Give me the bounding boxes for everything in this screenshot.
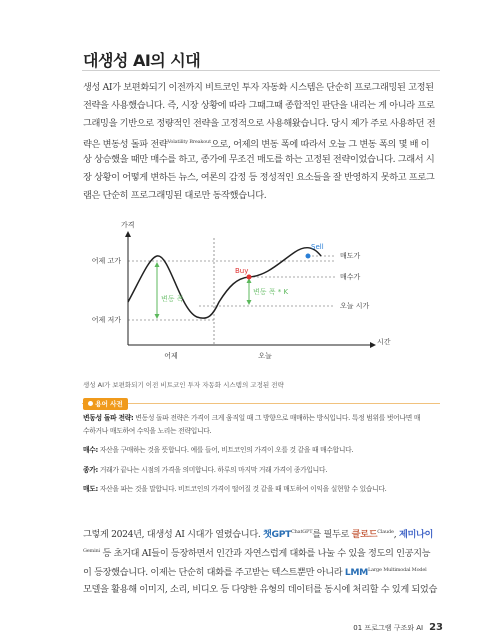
label-buy-price: 매수가 xyxy=(340,273,361,281)
x-axis-label: 시간 xyxy=(377,338,391,346)
x-tick-yesterday: 어제 xyxy=(164,352,178,360)
glossary-entry xyxy=(83,412,443,425)
body-paragraph xyxy=(83,523,443,599)
yesterday-range-label: 변동 폭 xyxy=(161,295,184,303)
term-gloss: Large Multimodal Model xyxy=(367,567,427,573)
text-line: 모델을 활용해 이미지, 소리, 비디오 등 다양한 유형의 데이터를 동시에 처리할 수 있게 되었습 xyxy=(83,584,437,595)
glossary-divider xyxy=(82,403,440,404)
glossary-def: 거래가 끝나는 시점의 가격을 의미합니다. 하루의 마지막 거래 가격이 종가입니다. xyxy=(99,465,328,474)
term-gloss: Claude xyxy=(377,529,394,535)
section-title: 대생성 AI의 시대 xyxy=(83,51,201,70)
text-line xyxy=(83,561,443,580)
strategy-chart xyxy=(85,220,410,365)
text-span: 으로, 어제의 변동 폭에 따라서 오늘 그 변동 폭의 몇 배 이 xyxy=(210,139,430,150)
intro-paragraph xyxy=(83,79,443,205)
text-line: 전략을 사용했습니다. 즉, 시장 상황에 따라 그때그때 종합적인 판단을 내리는 게 아니라 프로 xyxy=(83,100,435,111)
text-line xyxy=(83,523,443,542)
term-gloss: ChatGPT xyxy=(291,529,313,535)
term-lmm: LMM xyxy=(344,567,368,578)
glossary-def: 변동성 돌파 전략은 가격이 크게 움직일 때 그 방향으로 매매하는 방식입니다. 특정 범위를 벗어나면 매 xyxy=(135,414,421,422)
glossary-def: 자산을 구매하는 것을 뜻합니다. 예를 들어, 비트코인의 가격이 오를 것 같을 때 매수합니다. xyxy=(99,446,354,454)
glossary-entry-cont: 수하거나 매도하여 수익을 노리는 전략입니다. xyxy=(83,426,212,435)
text-line: 램은 단순히 프로그래밍된 대로만 동작했습니다. xyxy=(83,190,267,201)
bulb-icon xyxy=(88,401,93,406)
brand-gemini: 제미나이 xyxy=(398,529,434,540)
text-line: 그래밍을 기반으로 정량적인 전략을 고정적으로 사용해왔습니다. 당시 제가 주로 사용하던 전 xyxy=(83,118,436,129)
text-span: , xyxy=(393,529,397,540)
text-line: 장 상황이 어떻게 변하든 뉴스, 여론의 감정 등 정성적인 요소들을 잘 반영하지 못하고 프로그 xyxy=(83,172,435,183)
text-span: 그렇게 2024년, 대생성 AI 시대가 열렸습니다. xyxy=(83,529,261,540)
text-line: 상 상승했을 때만 매수를 하고, 종가에 무조건 매도를 하는 고정된 전략이었습니다. 그래서 시 xyxy=(83,154,435,165)
term-gloss: Gemini xyxy=(83,548,100,554)
today-range-label: 변동 폭 * K xyxy=(253,288,289,296)
glossary-term: 종가: xyxy=(83,465,98,474)
glossary-term: 매수: xyxy=(83,446,98,454)
glossary-entry xyxy=(83,464,443,477)
title-divider xyxy=(82,70,440,71)
sell-point xyxy=(306,254,311,259)
tick-label-high: 어제 고가 xyxy=(91,257,121,265)
text-span: 를 필두로 xyxy=(312,529,350,540)
y-axis-label: 가격 xyxy=(121,221,135,229)
text-line xyxy=(83,542,443,561)
glossary-term: 매도: xyxy=(83,485,98,493)
glossary-def: 자산을 파는 것을 말합니다. 비트코인의 가격이 떨어질 것 같을 때 매도하여 이익을 실현할 수 있습니다. xyxy=(99,485,387,493)
x-tick-today: 오늘 xyxy=(258,352,272,360)
sell-label: Sell xyxy=(311,243,324,251)
page-footer xyxy=(353,622,443,633)
label-sell-price: 매도가 xyxy=(340,252,361,260)
chapter-label: 01 프로그램 구조와 AI xyxy=(353,624,424,632)
glossary-term: 변동성 돌파 전략: xyxy=(83,414,134,422)
glossary-tag xyxy=(83,398,128,410)
text-span: 이 등장했습니다. 이제는 단순히 대화를 주고받는 텍스트뿐만 아니라 xyxy=(83,567,343,578)
tick-label-low: 어제 저가 xyxy=(91,316,121,324)
buy-label: Buy xyxy=(235,267,249,275)
text-line: 생성 AI가 보편화되기 이전까지 비트코인 투자 자동화 시스템은 단순히 프로그래밍된 고정된 xyxy=(83,82,434,93)
glossary-entry xyxy=(83,444,443,457)
glossary-entry xyxy=(83,483,443,496)
text-span: 등 초거대 AI들이 등장하면서 인간과 자연스럽게 대화를 나눌 수 있을 정도의 인공지능 xyxy=(99,548,431,559)
page-number: 23 xyxy=(429,622,443,633)
buy-point xyxy=(247,275,252,280)
text-line xyxy=(83,133,443,151)
text-span: 략은 변동성 돌파 전략 xyxy=(83,139,168,150)
figure-caption: 생성 AI가 보편화되기 이전 비트코인 투자 자동화 시스템의 고정된 전략 xyxy=(83,381,284,389)
glossary-tag-label: 용어 사전 xyxy=(95,400,123,408)
brand-chatgpt: 챗GPT xyxy=(263,529,292,540)
glossary xyxy=(83,412,443,496)
label-open-price: 오늘 시가 xyxy=(340,302,370,310)
term-gloss: Volatility Breakout xyxy=(167,139,211,145)
brand-claude: 클로드 xyxy=(351,529,378,540)
